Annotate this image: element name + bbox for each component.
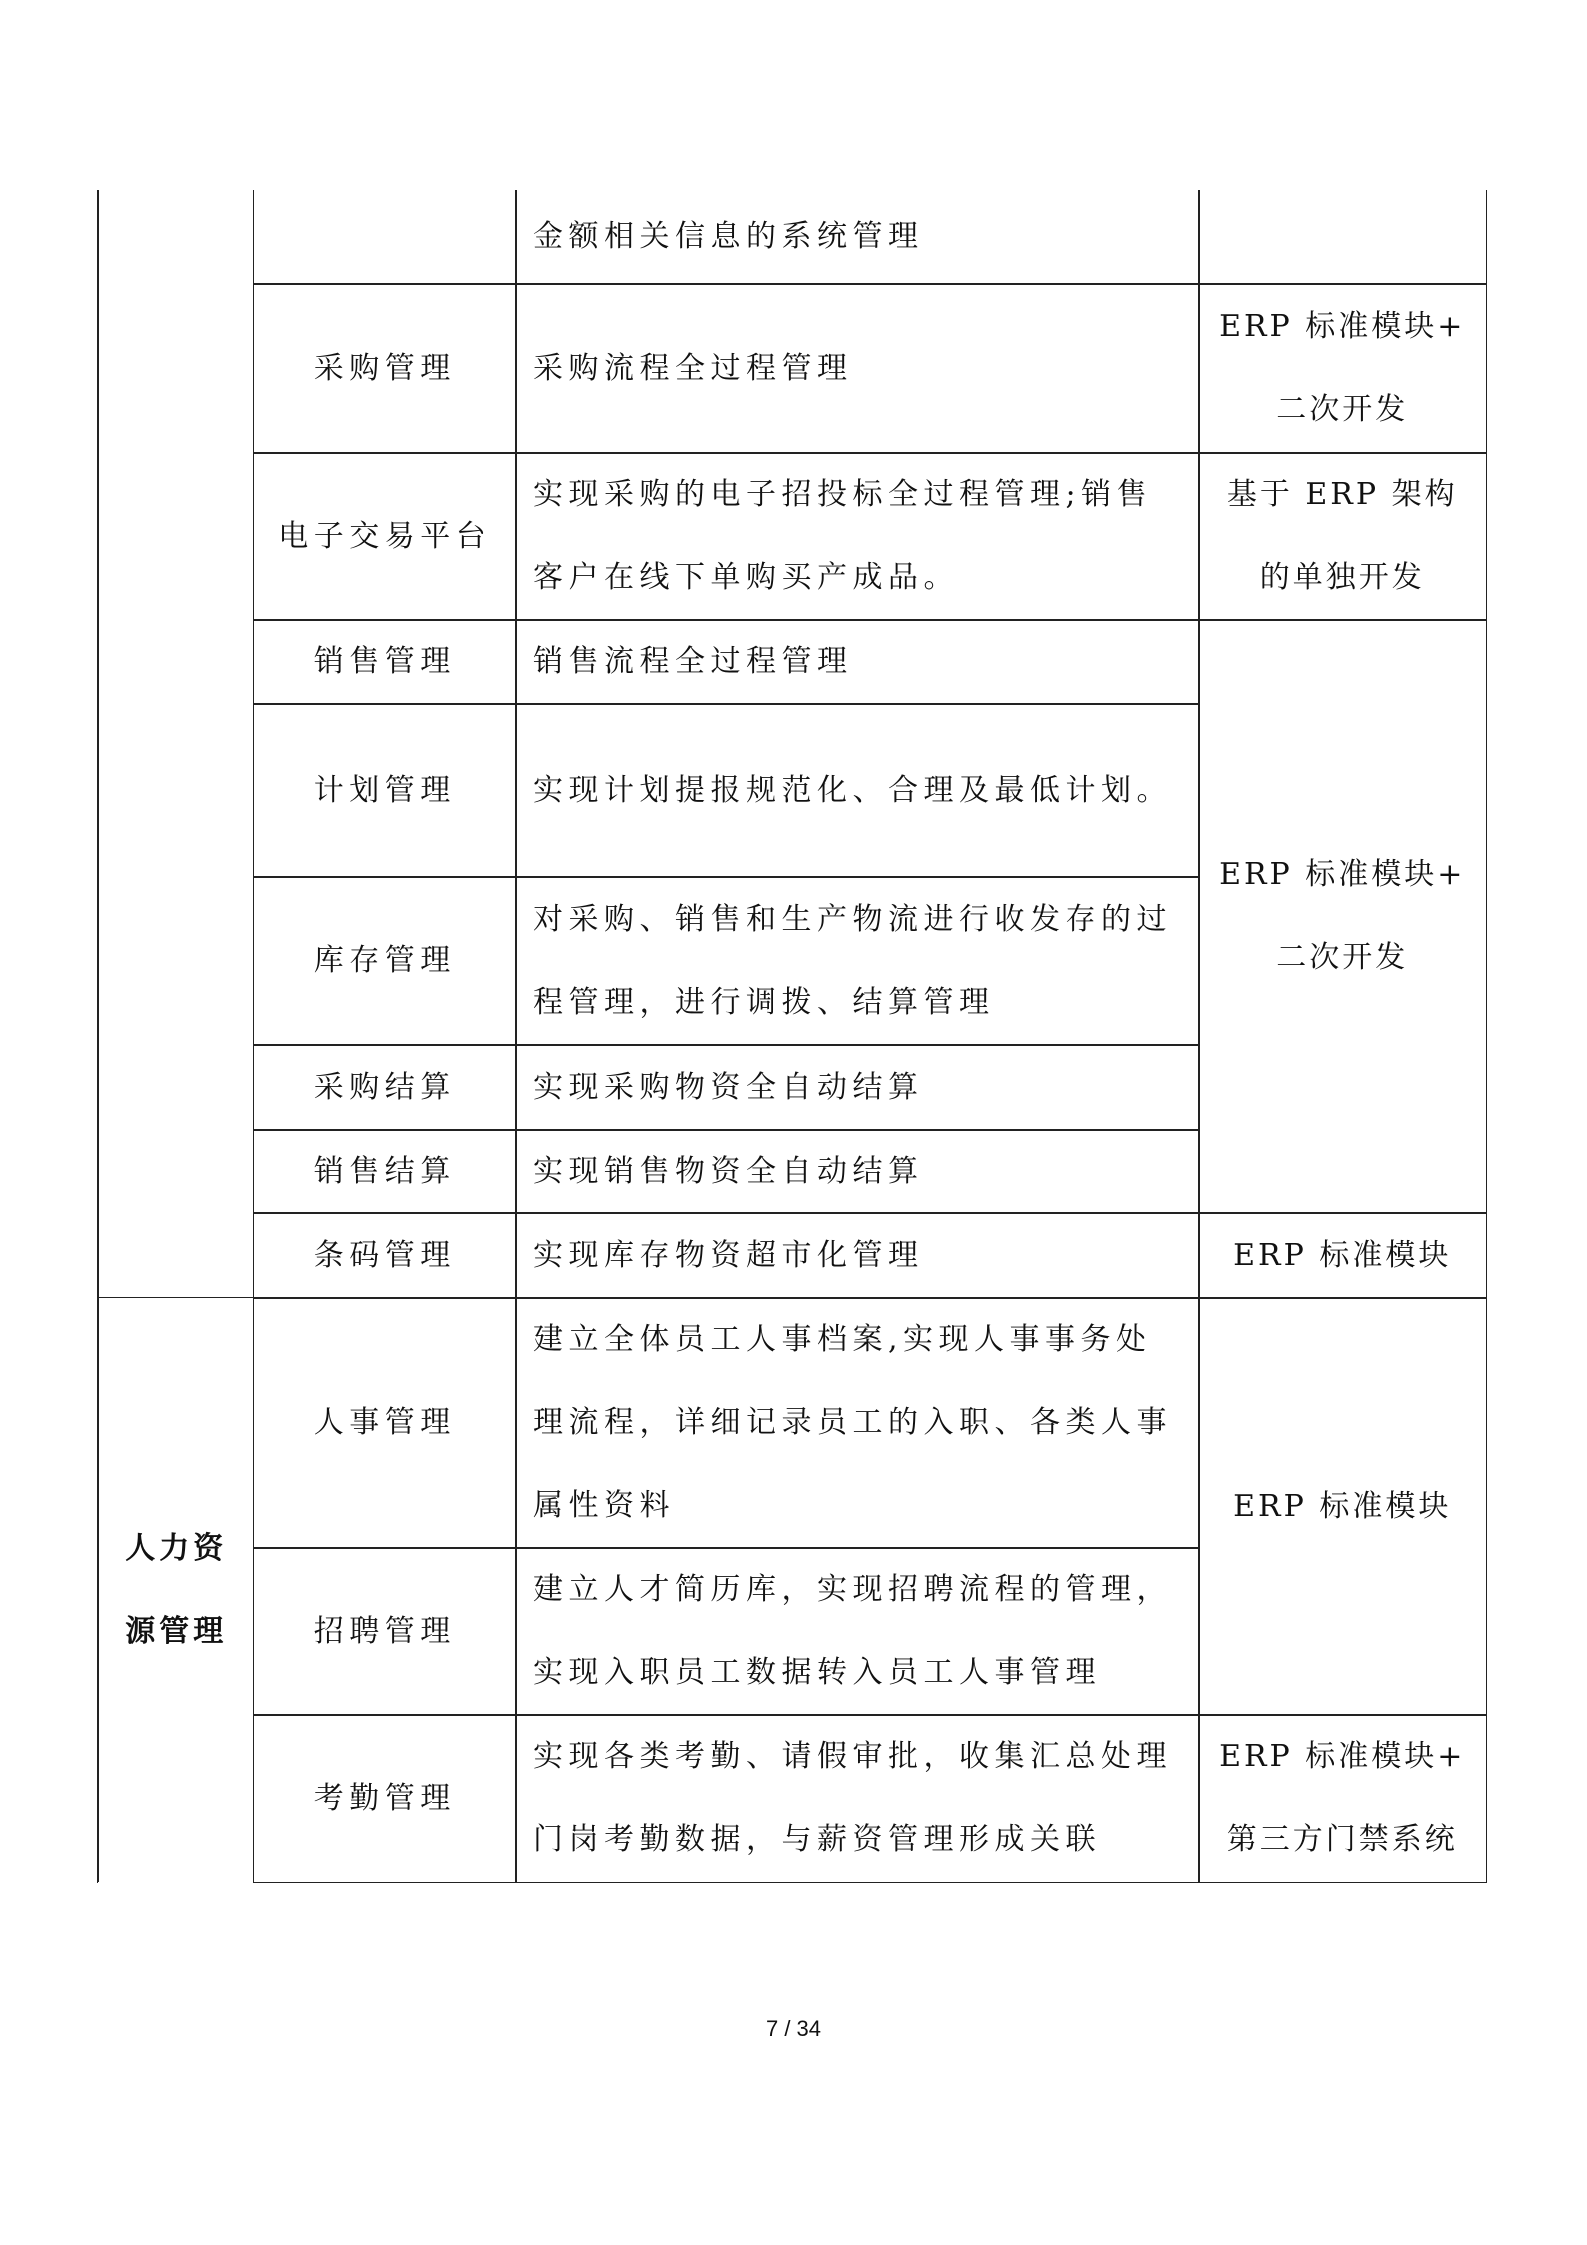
module-name-cell [253,190,517,285]
module-name-cell [253,1212,517,1299]
module-description-cell [515,703,1200,878]
cell-text-line: 对采购、销售和生产物流进行收发存的过 [533,901,1172,937]
module-name-cell [253,452,517,621]
table-left-border [97,190,99,1882]
module-description-cell [515,1129,1200,1214]
cell-text-line: 招聘管理 [313,1613,456,1649]
cell-text-line: ERP 标准模块+ [1219,309,1466,345]
cell-text-line: 第三方门禁系统 [1226,1822,1458,1858]
cell-text-line: 二次开发 [1276,940,1409,976]
cell-text-line: 考勤管理 [313,1780,456,1816]
cell-text-line: 计划管理 [313,772,456,808]
cell-text-line: 条码管理 [313,1237,456,1273]
cell-text-line: 销售结算 [313,1153,456,1189]
module-name-cell [253,1044,517,1131]
cell-text-line: 客户在线下单购买产成品。 [533,560,959,596]
cell-text-line: 的单独开发 [1259,560,1425,596]
implementation-cell [1198,190,1487,285]
module-description-cell [515,283,1200,454]
cell-text-line: 属性资料 [533,1488,675,1524]
implementation-cell [1198,1714,1487,1883]
cell-text-line: 库存管理 [313,943,456,979]
module-description-cell [515,619,1200,705]
cell-text-line: ERP 标准模块+ [1219,857,1466,893]
implementation-cell-merged [1198,1297,1487,1716]
cell-text-line: 程管理，进行调拨、结算管理 [533,984,995,1020]
module-name-cell [253,1547,517,1716]
implementation-cell [1198,283,1487,454]
cell-text-line: 实现入职员工数据转入员工人事管理 [533,1655,1101,1691]
module-description-cell [515,1212,1200,1299]
cell-text-line: 电子交易平台 [278,518,492,554]
category-cell-hr [97,1297,255,1883]
module-name-cell [253,876,517,1046]
implementation-cell [1198,1212,1487,1299]
cell-text-line: 金额相关信息的系统管理 [533,219,924,255]
module-name-cell [253,1297,517,1549]
module-description-cell [515,1547,1200,1716]
page-number: 7 / 34 [765,2016,822,2041]
category-cell-continued [97,190,255,1299]
cell-text-line: 门岗考勤数据，与薪资管理形成关联 [533,1822,1101,1858]
cell-text-line: 采购结算 [313,1069,456,1105]
module-name-cell [253,283,517,454]
implementation-cell-merged [1198,619,1487,1214]
cell-text-line: 建立全体员工人事档案,实现人事事务处 [533,1322,1152,1358]
cell-text-line: 销售管理 [313,644,456,680]
cell-text-line: 采购流程全过程管理 [533,350,853,386]
module-description-cell [515,190,1200,285]
module-description-cell [515,452,1200,621]
cell-text-line: 基于 ERP 架构 [1226,477,1458,513]
cell-text-line: ERP 标准模块 [1233,1237,1452,1273]
module-description-cell [515,1044,1200,1131]
cell-text-line: 建立人才简历库，实现招聘流程的管理， [533,1572,1172,1608]
cell-text-line: 源管理 [125,1614,228,1650]
module-description-cell [515,1714,1200,1883]
cell-text-line: 实现采购的电子招投标全过程管理;销售 [533,477,1153,513]
module-name-cell [253,1129,517,1214]
module-description-cell [515,876,1200,1046]
cell-text-line: ERP 标准模块+ [1219,1739,1466,1775]
implementation-cell [1198,452,1487,621]
cell-text-line: 理流程，详细记录员工的入职、各类人事 [533,1405,1172,1441]
cell-text-line: ERP 标准模块 [1233,1488,1452,1524]
module-name-cell [253,703,517,878]
cell-text-line: 实现各类考勤、请假审批，收集汇总处理 [533,1739,1172,1775]
cell-text-line: 实现计划提报规范化、合理及最低计划。 [533,772,1172,808]
module-name-cell [253,1714,517,1883]
cell-text-line: 销售流程全过程管理 [533,644,853,680]
module-name-cell [253,619,517,705]
cell-text-line: 人事管理 [313,1405,456,1441]
cell-text-line: 实现库存物资超市化管理 [533,1237,924,1273]
cell-text-line: 采购管理 [313,350,456,386]
cell-text-line: 人力资 [125,1531,228,1567]
cell-text-line: 实现销售物资全自动结算 [533,1153,924,1189]
module-description-cell [515,1297,1200,1549]
cell-text-line: 实现采购物资全自动结算 [533,1069,924,1105]
cell-text-line: 二次开发 [1276,392,1409,428]
